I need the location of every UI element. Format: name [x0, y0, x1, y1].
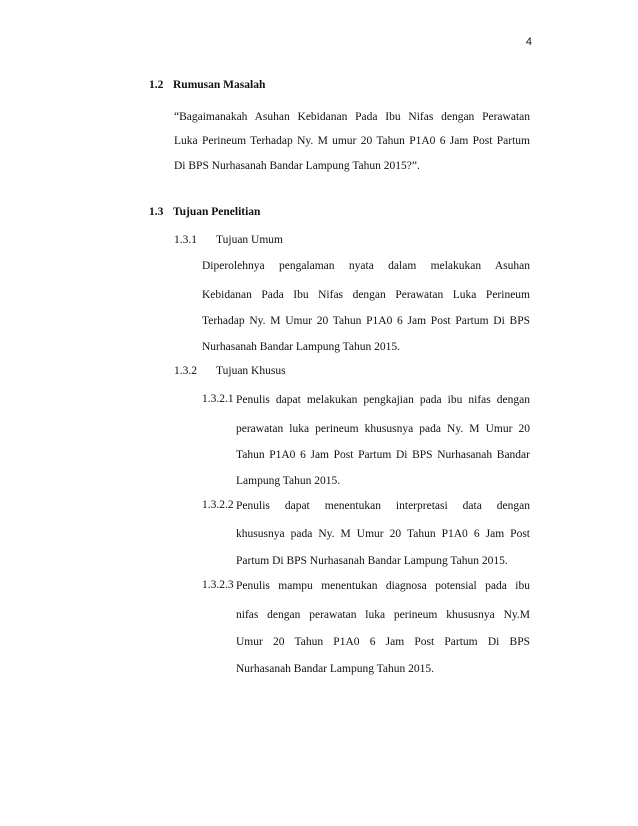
paragraph-line: Luka Perineum Terhadap Ny. M umur 20 Tahun P1A0 6 Jam Post Partum — [174, 135, 530, 147]
paragraph-line: Di BPS Nurhasanah Bandar Lampung Tahun 2015?”. — [174, 160, 420, 172]
paragraph-line: Partum Di BPS Nurhasanah Bandar Lampung Tahun 2015. — [236, 555, 508, 567]
paragraph-line: Umur 20 Tahun P1A0 6 Jam Post Partum Di BPS — [236, 636, 530, 648]
section-number: 1.3 — [149, 206, 164, 218]
paragraph-line: Penulis dapat melakukan pengkajian pada ibu nifas dengan — [236, 394, 530, 406]
paragraph-line: nifas dengan perawatan luka perineum khususnya Ny.M — [236, 609, 530, 621]
subsection-title: Tujuan Umum — [216, 234, 283, 246]
section-heading-tujuan-penelitian — [149, 206, 260, 218]
paragraph-line: khususnya pada Ny. M Umur 20 Tahun P1A0 6 Jam Post — [236, 528, 530, 540]
section-title: Rumusan Masalah — [173, 79, 266, 91]
item-number: 1.3.2.3 — [202, 579, 234, 591]
subsection-number: 1.3.1 — [174, 234, 197, 246]
item-number: 1.3.2.1 — [202, 393, 234, 405]
paragraph-line: Nurhasanah Bandar Lampung Tahun 2015. — [236, 663, 434, 675]
page-number: 4 — [525, 36, 532, 48]
section-heading-rumusan-masalah — [149, 79, 265, 91]
paragraph-line: Tahun P1A0 6 Jam Post Partum Di BPS Nurhasanah Bandar — [236, 449, 530, 461]
subsection-number: 1.3.2 — [174, 365, 197, 377]
item-number: 1.3.2.2 — [202, 499, 234, 511]
subsection-heading-tujuan-umum — [174, 234, 283, 246]
paragraph-line: Terhadap Ny. M Umur 20 Tahun P1A0 6 Jam Post Partum Di BPS — [202, 315, 530, 327]
paragraph-line: Kebidanan Pada Ibu Nifas dengan Perawatan Luka Perineum — [202, 289, 530, 301]
paragraph-line: Penulis dapat menentukan interpretasi data dengan — [236, 500, 530, 512]
section-number: 1.2 — [149, 79, 164, 91]
paragraph-line: Lampung Tahun 2015. — [236, 475, 341, 487]
paragraph-line: “Bagaimanakah Asuhan Kebidanan Pada Ibu Nifas dengan Perawatan — [174, 111, 530, 123]
subsection-heading-tujuan-khusus — [174, 365, 286, 377]
paragraph-line: perawatan luka perineum khususnya pada Ny. M Umur 20 — [236, 423, 530, 435]
paragraph-line: Nurhasanah Bandar Lampung Tahun 2015. — [202, 341, 400, 353]
subsection-title: Tujuan Khusus — [216, 365, 286, 377]
paragraph-line: Penulis mampu menentukan diagnosa potensial pada ibu — [236, 580, 530, 592]
section-title: Tujuan Penelitian — [173, 206, 261, 218]
paragraph-line: Diperolehnya pengalaman nyata dalam melakukan Asuhan — [202, 260, 530, 272]
